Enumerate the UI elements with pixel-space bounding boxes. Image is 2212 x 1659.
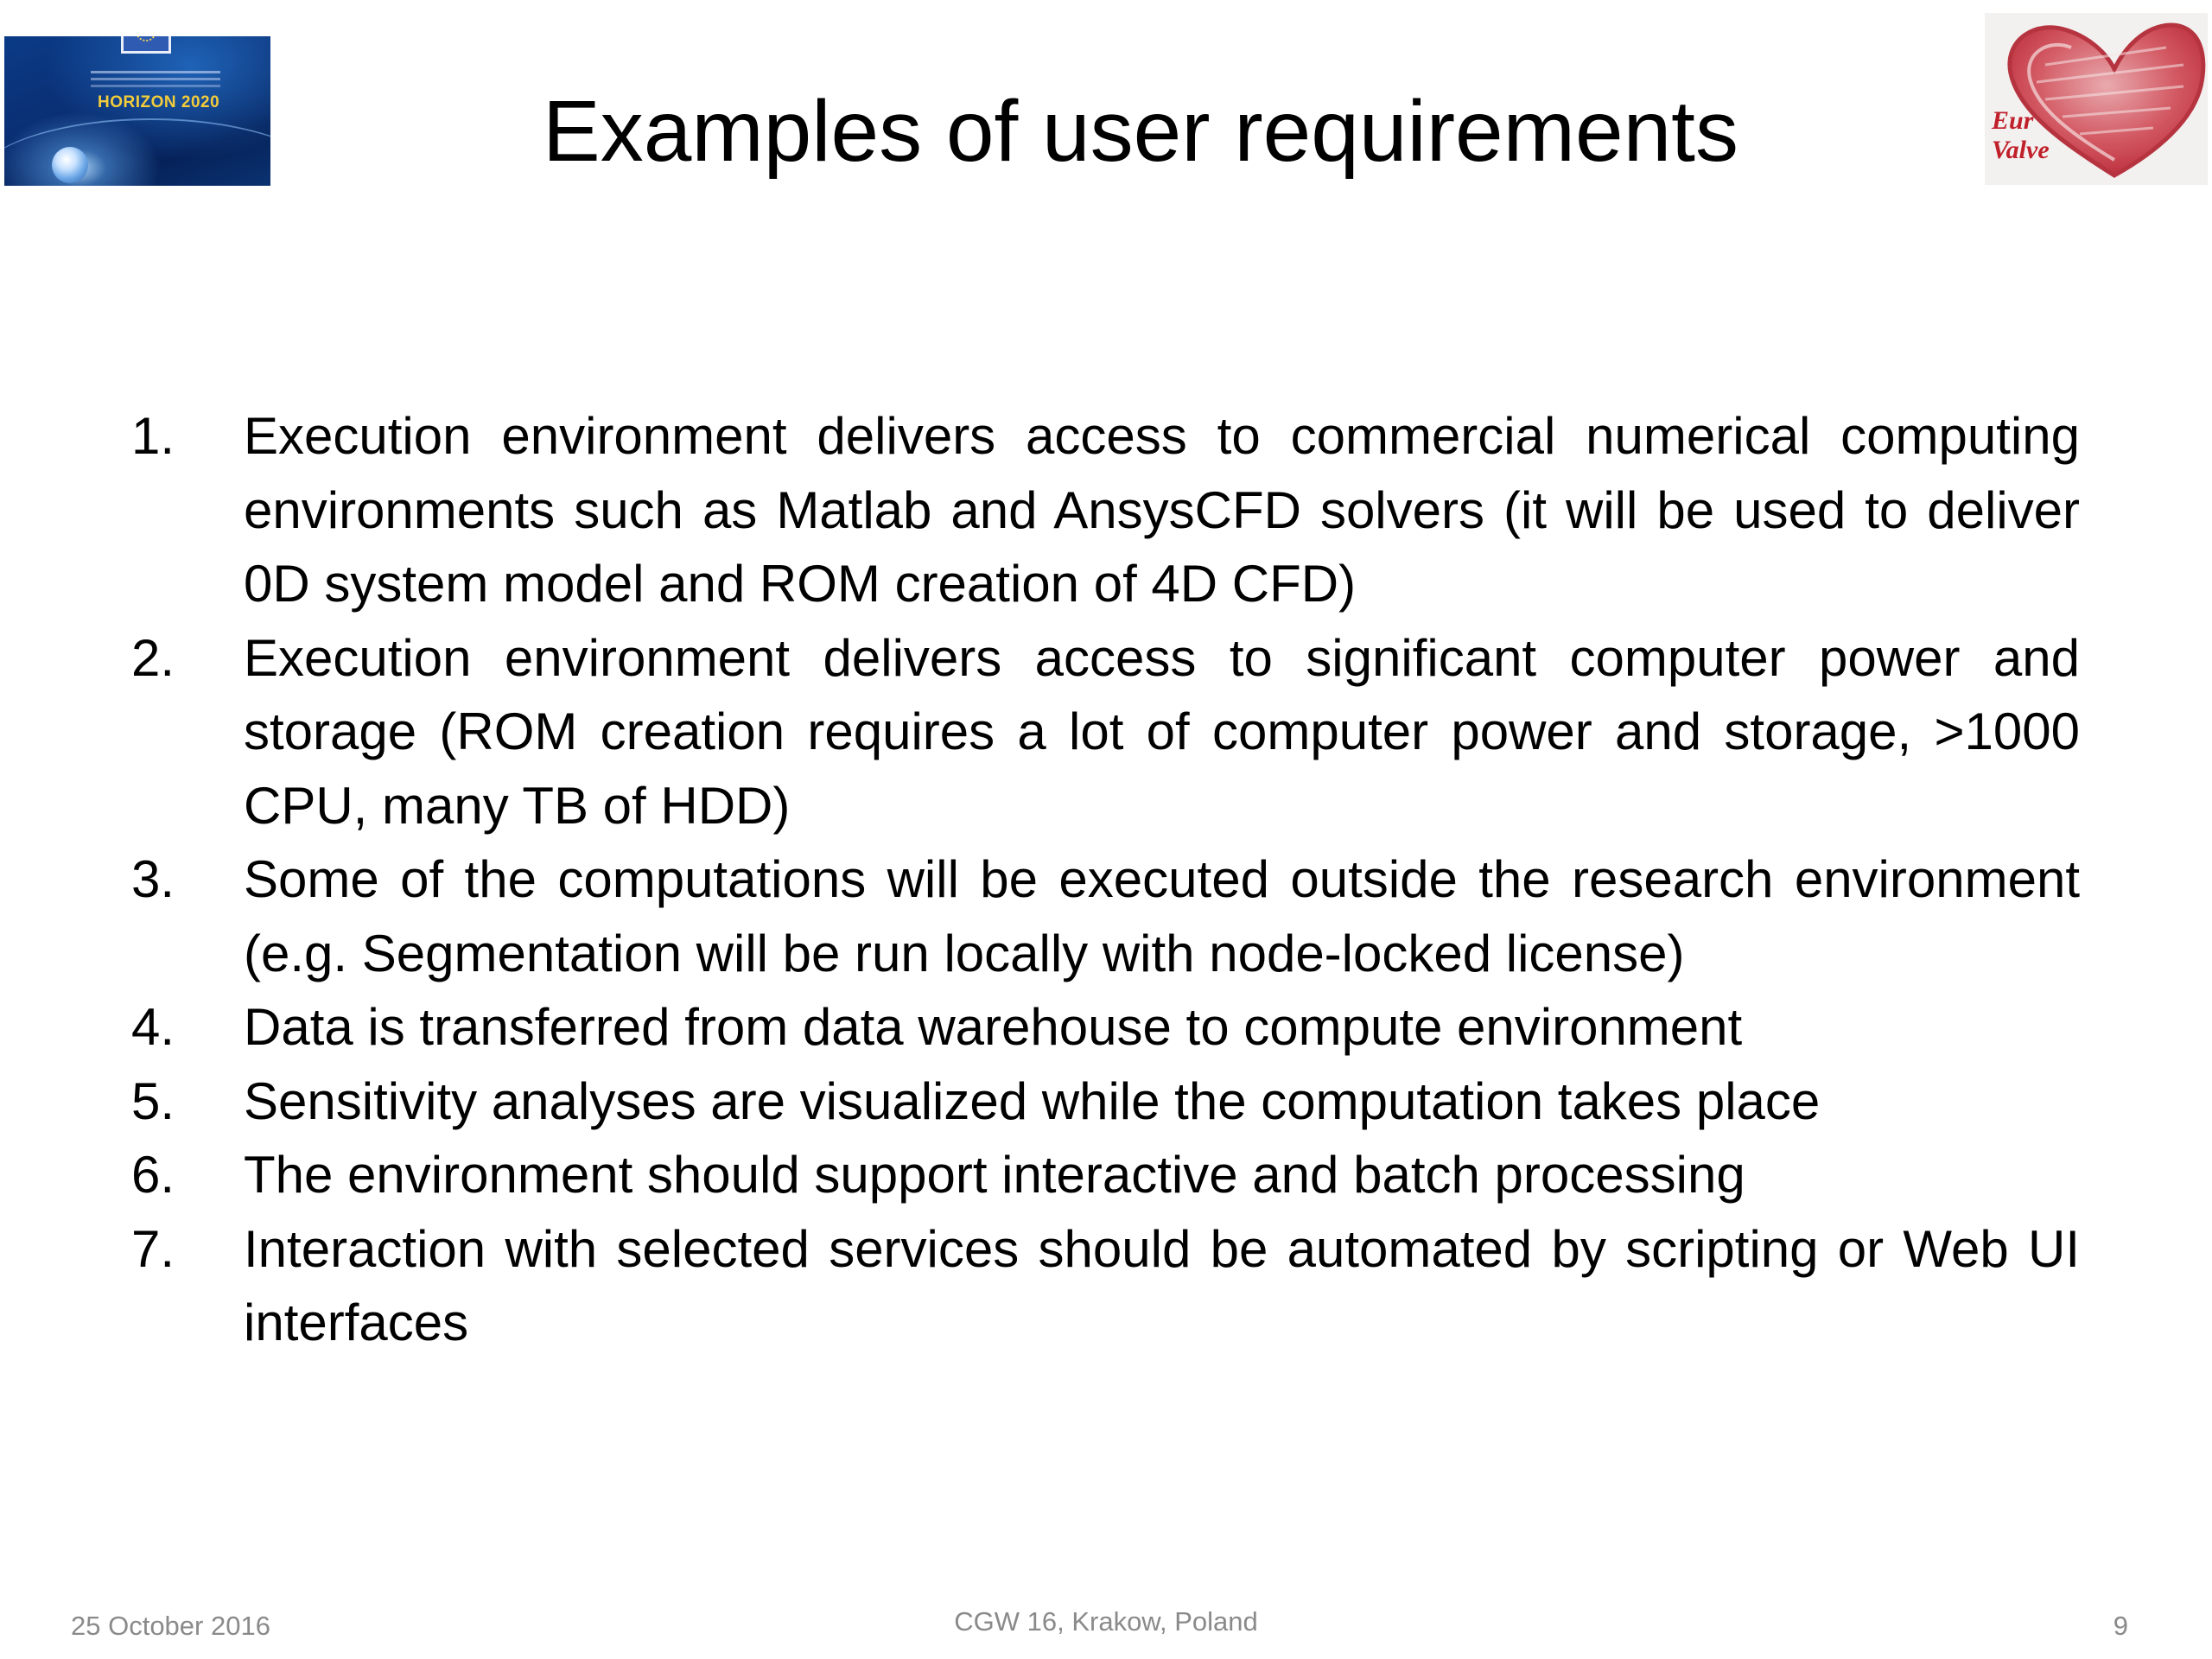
page-number: 9 (2113, 1611, 2128, 1641)
globe-icon (52, 147, 88, 183)
item-text: Some of the computations will be executed outside the research environment (e.g. Segmentation will be run locally with node-locked license) (244, 850, 2080, 982)
item-text: Interaction with selected services should be automated by scripting or Web UI interfaces (244, 1219, 2080, 1351)
eu-flag-icon (121, 36, 171, 54)
eurvalve-logo (1985, 13, 2208, 185)
item-text: The environment should support interactive and batch processing (244, 1146, 1745, 1204)
footer-date: 25 October 2016 (71, 1611, 270, 1641)
list-item (131, 1138, 2080, 1212)
item-number: 5. (131, 1071, 175, 1130)
item-number: 2. (131, 628, 175, 687)
item-number: 6. (131, 1146, 175, 1204)
list-item (131, 842, 2080, 990)
item-text: Execution environment delivers access to significant computer power and storage (ROM creation requires a lot of computer power and storage, >1000 CPU, many TB of HDD) (244, 628, 2080, 835)
list-item (131, 399, 2080, 621)
item-number: 1. (131, 407, 175, 465)
item-number: 7. (131, 1219, 175, 1278)
list-item (131, 990, 2080, 1065)
eurvalve-label: Eur Valve (1992, 106, 2050, 164)
list-item (131, 621, 2080, 843)
requirements-list (131, 399, 2080, 1360)
item-text: Sensitivity analyses are visualized while the computation takes place (244, 1071, 1821, 1130)
list-item (131, 1212, 2080, 1360)
item-number: 4. (131, 998, 175, 1056)
list-item (131, 1065, 2080, 1139)
horizon-2020-label: HORIZON 2020 (98, 93, 220, 111)
horizon-2020-logo (4, 36, 270, 186)
logo-tagline-lines (91, 71, 220, 73)
item-number: 3. (131, 850, 175, 908)
item-text: Data is transferred from data warehouse to compute environment (244, 998, 1743, 1056)
slide-title: Examples of user requirements (543, 83, 1738, 180)
item-text: Execution environment delivers access to commercial numerical computing environments such as Matlab and AnsysCFD solvers (it will be used to deliver 0D system model and ROM creation of 4D CFD) (244, 407, 2080, 613)
logo-horizon-arc (4, 118, 270, 186)
footer-event: CGW 16, Krakow, Poland (954, 1606, 1258, 1637)
